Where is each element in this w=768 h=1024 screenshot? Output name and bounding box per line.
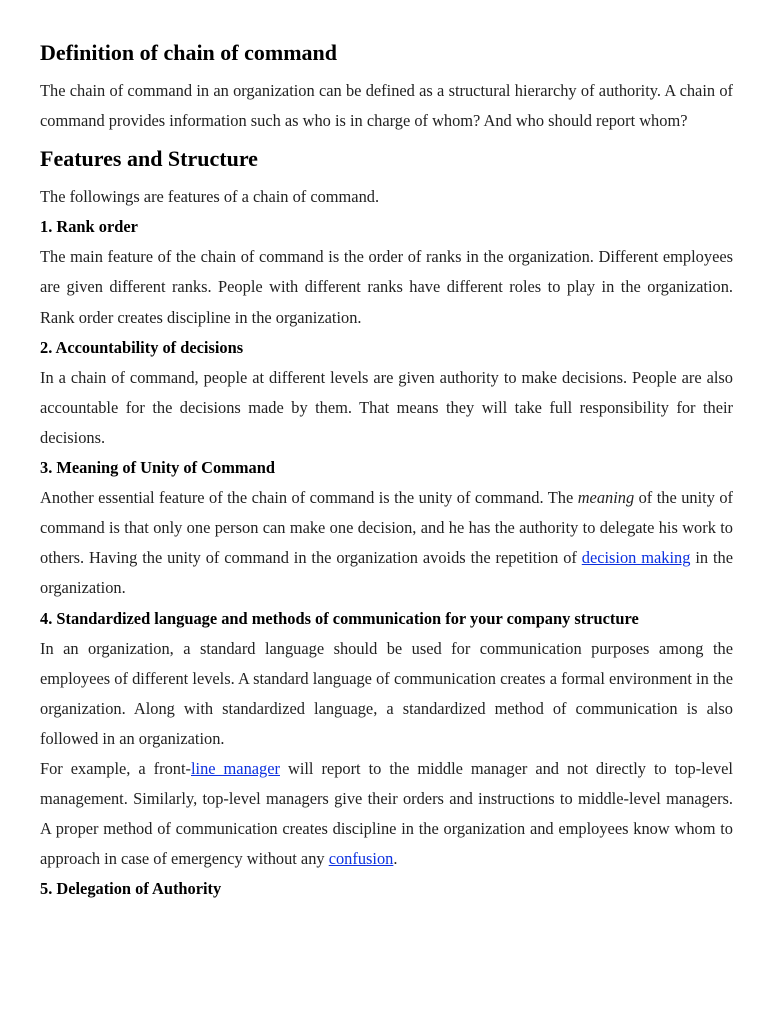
text-segment: .	[393, 849, 398, 869]
section-heading-rank-order: 1. Rank order	[40, 217, 138, 237]
text-segment: Another essential feature of the chain of command is the unity of command. The	[40, 488, 578, 508]
section-body-unity-of-command	[40, 483, 733, 603]
section-body-example	[40, 754, 733, 874]
text-segment: will report to the middle manager and not directly to top-level management. Similarly, top-level managers give their orders and instructions to middle-level managers. A proper method of communication creates discipline in the organization and employees know whom to approach in case of emergency without any	[40, 758, 733, 869]
section-body-standardized-language: In an organization, a standard language should be used for communication purposes among the employees of different levels. A standard language of communication creates a formal environment in the organization. Along with standardized language, a standardized method of communication is also followed in an organization.	[40, 638, 733, 748]
section-heading-accountability: 2. Accountability of decisions	[40, 337, 244, 357]
line-manager-link[interactable]: line manager	[190, 758, 280, 778]
intro-paragraph: The chain of command in an organization can be defined as a structural hierarchy of authority. A chain of command provides information such as who is in charge of whom? And who should report whom?	[40, 81, 733, 131]
emphasis-text: meaning	[577, 488, 635, 508]
section-heading-unity-of-command: 3. Meaning of Unity of Command	[40, 458, 275, 478]
text-segment: For example, a front-	[40, 758, 191, 778]
section-body-accountability: In a chain of command, people at different levels are given authority to make decisions. People are also accountable for the decisions made by them. That means they will take full responsibility for their decisions.	[40, 367, 733, 447]
features-intro: The followings are features of a chain of command.	[40, 187, 380, 207]
section-body-rank-order: The main feature of the chain of command is the order of ranks in the organization. Different employees are given different ranks. People with different ranks have different roles to play in the organization. Rank order creates discipline in the organization.	[40, 247, 733, 327]
features-title: Features and Structure	[40, 146, 258, 172]
confusion-link[interactable]: confusion	[328, 849, 394, 869]
text-segment: in the organization.	[40, 548, 734, 598]
decision-making-link[interactable]: decision making	[581, 548, 691, 568]
section-heading-delegation: 5. Delegation of Authority	[40, 879, 222, 899]
text-segment: of the unity of command is that only one person can make one decision, and he has the authority to delegate his work to others. Having the unity of command in the organization avoids the repetition of	[40, 488, 734, 568]
section-heading-standardized-language: 4. Standardized language and methods of communication for your company structure	[40, 608, 639, 628]
page-title: Definition of chain of command	[40, 40, 337, 65]
